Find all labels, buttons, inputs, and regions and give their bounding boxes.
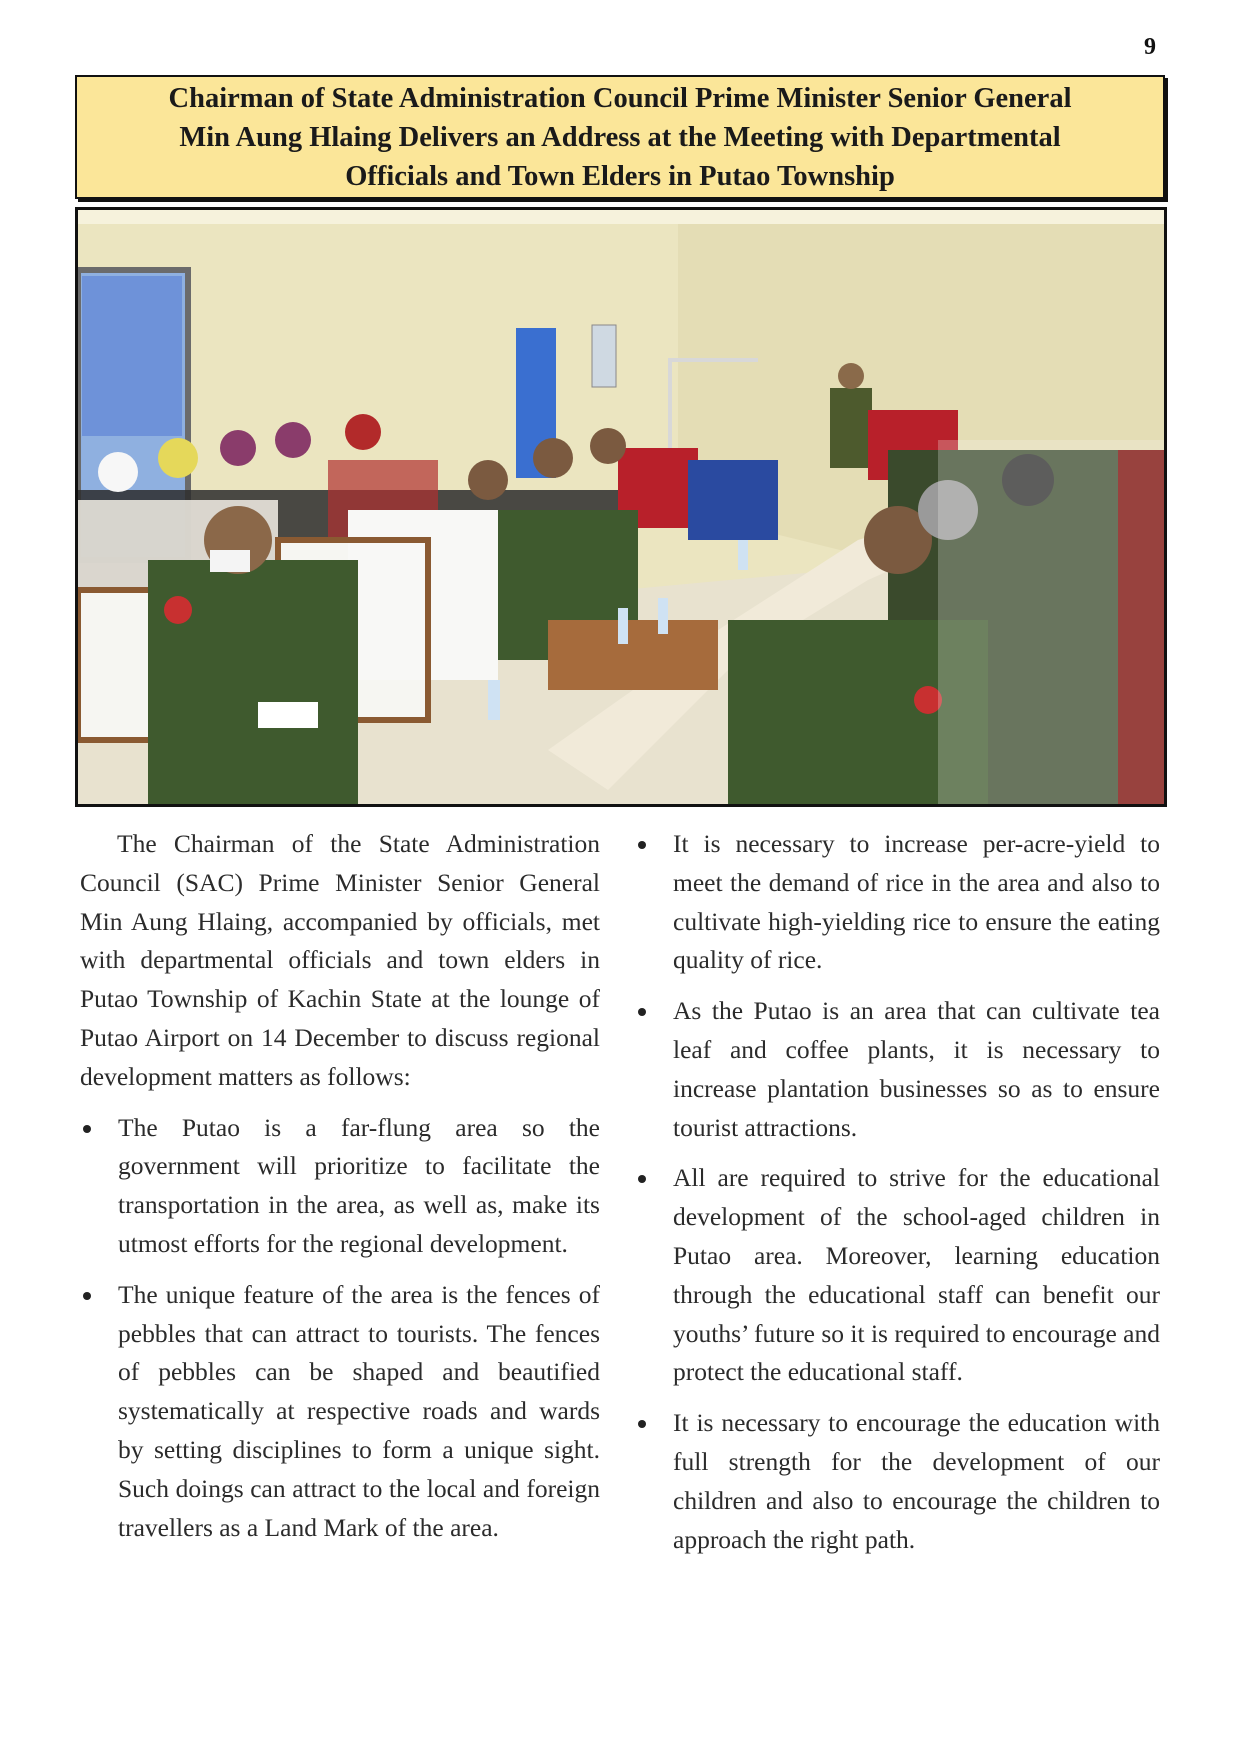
- bullet-item: It is necessary to encourage the education with full strength for the development of our children and also to encourage the children to approach the right path.: [635, 1404, 1160, 1559]
- article-title-box: [75, 75, 1165, 199]
- stand-bar: [668, 358, 758, 362]
- right-column: [635, 825, 1160, 1571]
- bullet-item: All are required to strive for the educational development of the school-aged children in Putao area. Moreover, learning education through the educational staff can benefit our youths’ future so it is required to encourage and protect the educational staff.: [635, 1159, 1160, 1392]
- blue-curtain: [82, 276, 182, 436]
- title-line: Officials and Town Elders in Putao Township: [345, 160, 895, 192]
- shoulder-patch: [914, 686, 942, 714]
- left-column: [80, 825, 600, 1559]
- meeting-photo: [75, 207, 1167, 807]
- left-bullet-list: [80, 1109, 600, 1548]
- standing-speaker: [830, 388, 872, 468]
- water-bottle: [618, 608, 628, 644]
- officer-head: [468, 460, 508, 500]
- wall-poster: [592, 325, 616, 387]
- purple-headdress: [275, 422, 311, 458]
- meeting-photo-illustration: [78, 210, 1164, 804]
- title-line: Min Aung Hlaing Delivers an Address at the Meeting with Departmental: [179, 121, 1061, 153]
- blue-uniform-officer: [688, 460, 778, 540]
- officer-head: [533, 438, 573, 478]
- water-bottle: [738, 540, 748, 570]
- title-line: Chairman of State Administration Council Prime Minister Senior General: [168, 82, 1072, 114]
- article-title: [139, 79, 1102, 196]
- red-headdress: [345, 414, 381, 450]
- purple-headdress: [220, 430, 256, 466]
- white-headdress: [98, 452, 138, 492]
- bullet-item: The unique feature of the area is the fences of pebbles that can attract to tourists. The fences of pebbles can be shaped and beautified systematically at respective roads and wards by setting disciplines to form a unique sight. Such doings can attract to the local and foreign travellers as a Land Mark of the area.: [80, 1276, 600, 1548]
- face-mask: [210, 550, 250, 572]
- right-bullet-list: [635, 825, 1160, 1559]
- notepad: [258, 702, 318, 728]
- wooden-table: [548, 620, 718, 690]
- page-number: 9: [1144, 34, 1156, 60]
- yellow-headdress: [158, 438, 198, 478]
- officer-head: [590, 428, 626, 464]
- red-chair-edge: [1118, 450, 1164, 804]
- intro-paragraph: The Chairman of the State Administration Council (SAC) Prime Minister Senior General Min Aung Hlaing, accompanied by officials, met with departmental officials and town elders in Putao Township of Kachin State at the lounge of Putao Airport on 14 December to discuss regional development matters as follows:: [80, 829, 600, 1091]
- water-bottle: [658, 598, 668, 634]
- bullet-item: The Putao is a far-flung area so the government will prioritize to facilitate the transportation in the area, as well as, make its utmost efforts for the regional development.: [80, 1109, 600, 1264]
- white-armchair: [348, 510, 498, 680]
- speaker-head: [838, 363, 864, 389]
- water-bottle: [488, 680, 500, 720]
- shoulder-patch: [164, 596, 192, 624]
- bullet-item: It is necessary to increase per-acre-yield to meet the demand of rice in the area and also to cultivate high-yielding rice to ensure the eating quality of rice.: [635, 825, 1160, 980]
- ceiling-trim: [78, 210, 1164, 224]
- bullet-item: As the Putao is an area that can cultivate tea leaf and coffee plants, it is necessary to increase plantation businesses so as to ensure tourist attractions.: [635, 992, 1160, 1147]
